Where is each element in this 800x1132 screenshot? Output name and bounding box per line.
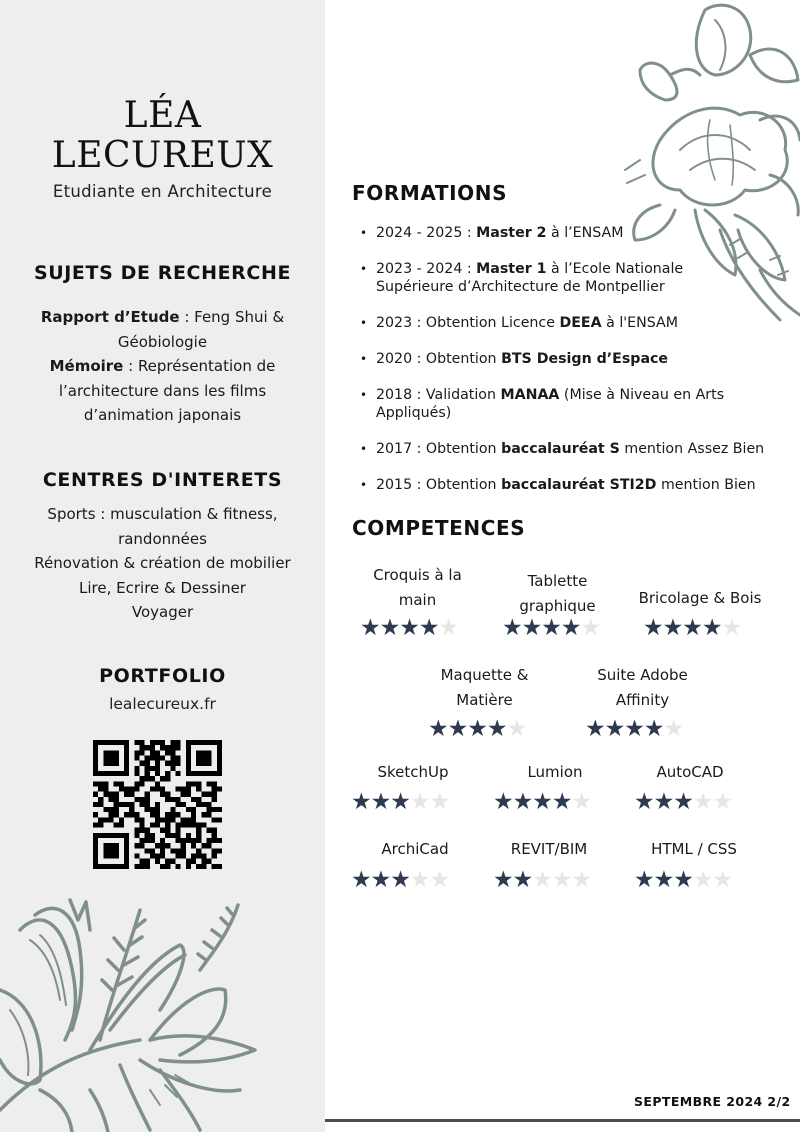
interests-title: CENTRES D'INTERETS <box>42 469 283 491</box>
last-name: LECUREUX <box>51 135 274 176</box>
skill-revit-bim: REVIT/BIM <box>510 840 588 858</box>
formations-title: FORMATIONS <box>352 181 508 205</box>
rating-stars-icon: ★★★★★ <box>585 716 684 742</box>
formation-item: • 2023 : Obtention Licence DEEA à l'ENSAM <box>358 314 778 332</box>
rating-stars-icon: ★★★★★ <box>502 615 601 641</box>
research-title: SUJETS DE RECHERCHE <box>33 262 292 284</box>
interest-item: Sports : musculation & fitness, randonnées <box>47 505 278 548</box>
formation-item: • 2017 : Obtention baccalauréat S mention Assez Bien <box>358 440 778 458</box>
first-name: LÉA <box>123 95 202 136</box>
skill-adobe-affinity: Suite Adobe Affinity <box>597 666 688 709</box>
interest-item: Voyager <box>131 603 194 621</box>
formation-item: • 2020 : Obtention BTS Design d’Espace <box>358 350 778 368</box>
page-footer: SEPTEMBRE 2024 2/2 <box>634 1094 791 1109</box>
interest-item: Lire, Ecrire & Dessiner <box>79 578 246 597</box>
formation-item: • 2023 - 2024 : Master 1 à l’Ecole Nationale Supérieure d’Architecture de Montpellier <box>358 260 698 296</box>
rating-stars-icon: ★★★★★ <box>351 789 450 815</box>
research-item-report: Rapport d’Etude : Feng Shui & Géobiologie <box>40 308 285 351</box>
formations-list <box>358 224 778 494</box>
portfolio-link[interactable]: lealecureux.fr <box>109 695 216 713</box>
rating-stars-icon: ★★★★★ <box>634 789 733 815</box>
formation-item: • 2024 - 2025 : Master 2 à l’ENSAM <box>358 224 778 242</box>
rating-stars-icon: ★★★★★ <box>493 789 592 815</box>
skill-archicad: ArchiCad <box>381 840 449 858</box>
lily-flower-illustration-icon <box>0 890 260 1132</box>
research-item-memoire: Mémoire : Représentation de l’architecture dans les films d’animation japonais <box>49 357 276 424</box>
job-title: Etudiante en Architecture <box>52 182 273 201</box>
rating-stars-icon: ★★★★★ <box>634 867 733 893</box>
skill-autocad: AutoCAD <box>656 763 724 781</box>
rating-stars-icon: ★★★★★ <box>428 716 527 742</box>
competences-title: COMPETENCES <box>352 516 526 540</box>
skill-croquis: Croquis à la main <box>373 566 462 609</box>
rating-stars-icon: ★★★★★ <box>360 615 459 641</box>
rating-stars-icon: ★★★★★ <box>351 867 450 893</box>
skill-bricolage: Bricolage & Bois <box>638 589 762 607</box>
research-content <box>20 305 305 428</box>
formation-item: • 2018 : Validation MANAA (Mise à Niveau en Arts Appliqués) <box>358 386 758 422</box>
interest-item: Rénovation & création de mobilier <box>34 554 291 572</box>
interests-list <box>10 502 315 625</box>
qr-code-icon[interactable] <box>93 740 222 869</box>
skill-sketchup: SketchUp <box>377 763 449 781</box>
sidebar <box>0 0 325 1132</box>
formation-item: • 2015 : Obtention baccalauréat STI2D mention Bien <box>358 476 778 494</box>
footer-divider <box>325 1119 800 1122</box>
skill-tablette: Tablette graphique <box>519 572 596 615</box>
rating-stars-icon: ★★★★★ <box>643 615 742 641</box>
skill-lumion: Lumion <box>527 763 583 781</box>
skill-maquette: Maquette & Matière <box>440 666 529 709</box>
portfolio-title: PORTFOLIO <box>99 665 226 687</box>
rating-stars-icon: ★★★★★ <box>493 867 592 893</box>
skill-html-css: HTML / CSS <box>651 840 737 858</box>
